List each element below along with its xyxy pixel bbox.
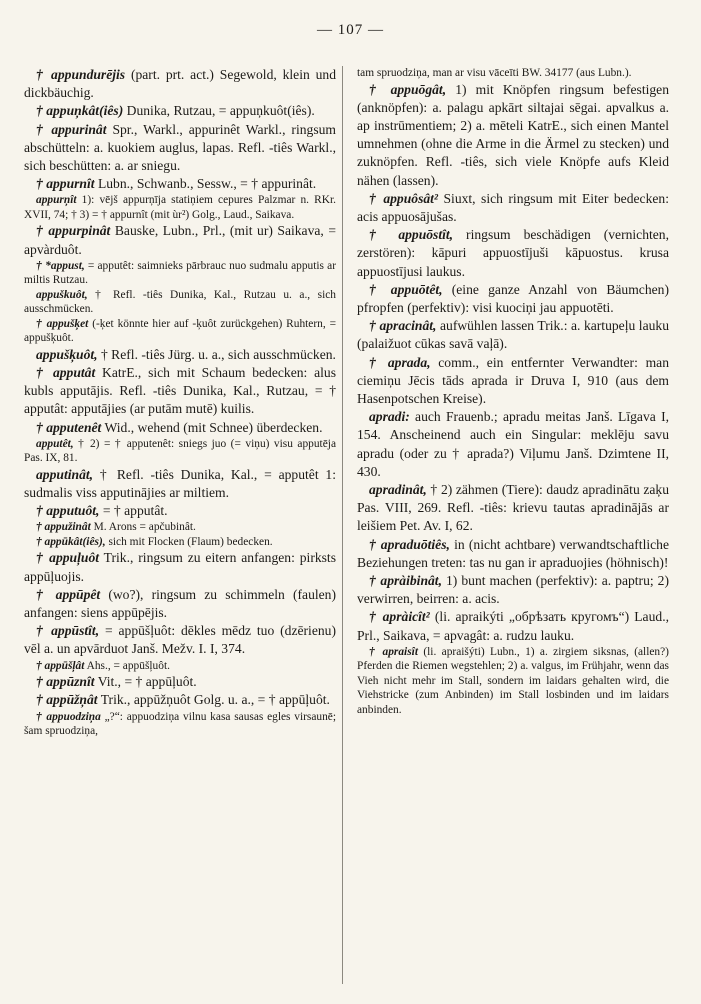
- entry-definition: = appūšļuôt: dēkles mēdz tuo (dzērienu) vēl a. un apvārduot Janš. Mežv. I. I, 374.: [24, 623, 336, 657]
- entry-headword: † appūznît: [36, 674, 95, 690]
- dictionary-entry: [24, 259, 336, 288]
- entry-definition: tam spruodziņa, man ar visu vāceīti BW. 34177 (aus Lubn.).: [357, 67, 632, 79]
- entry-definition: † Refl. -tiês Dunika, Kal., Rutzau u. a., sich ausschmücken.: [24, 288, 336, 316]
- dictionary-entry: [24, 193, 336, 222]
- entry-headword: † apracinât,: [369, 318, 437, 334]
- dictionary-entry: [357, 226, 669, 281]
- dictionary-entry: [24, 346, 336, 364]
- dictionary-entry: [24, 175, 336, 193]
- entry-definition: Wid., wehend (mit Schnee) überdecken.: [101, 419, 323, 435]
- dictionary-entry: [24, 288, 336, 317]
- entry-headword: † appūkât(iês),: [36, 535, 106, 548]
- entry-definition: Vit., = † appūļuôt.: [94, 674, 197, 690]
- dictionary-entry: [24, 466, 336, 502]
- column-divider: [342, 66, 343, 984]
- dictionary-entry: [24, 121, 336, 176]
- entry-headword: apputêt,: [36, 437, 74, 450]
- entry-headword: † appurnît: [36, 176, 95, 192]
- entry-definition: (li. apraikýti „обрѣзать кругомъ“) Laud., Prl., Saikava, = apvagât: a. rudzu lauku.: [357, 609, 669, 643]
- dictionary-entry: [357, 190, 669, 226]
- dictionary-entry: [24, 66, 336, 102]
- entry-headword: † apràibinât,: [369, 572, 442, 588]
- entry-definition: Dunika, Rutzau, = appuņkuôt(iês).: [123, 103, 315, 119]
- dictionary-entry: [24, 502, 336, 520]
- entry-headword: † appūšļât: [36, 659, 85, 672]
- entry-definition: „?“: appuodziņa vilnu kasa sausas egles virsaunē; šam spruodziņa,: [24, 710, 337, 738]
- entry-definition: KatrE., sich mit Schaum bedecken: alus kubls apputājis. Refl. -tiês Dunika, Kal., Rutzau, = † apputât: apputājies (ar putām mutē) kuilis.: [24, 365, 336, 417]
- entry-headword: † aprada,: [369, 354, 431, 370]
- dictionary-entry: [357, 408, 669, 481]
- entry-definition: † 2) = † apputenêt: sniegs juo (= viņu) visu apputēja Pas. IX, 81.: [24, 437, 336, 465]
- dictionary-entry: [357, 281, 669, 317]
- dictionary-entry: [357, 317, 669, 353]
- entry-definition: = apputêt: saimnieks pārbrauc nuo sudmalu apputis ar miltis Rutzau.: [24, 259, 337, 287]
- entry-definition: Lubn., Schwanb., Sessw., = † appurinât.: [94, 176, 317, 192]
- entry-definition: sich mit Flocken (Flaum) bedecken.: [105, 535, 273, 548]
- dictionary-entry: [24, 673, 336, 691]
- entry-headword: appušķuôt,: [36, 346, 98, 362]
- dictionary-entry: [24, 520, 336, 535]
- entry-headword: † appuņkât(iês): [36, 103, 124, 119]
- dictionary-entry: [24, 535, 336, 550]
- entry-definition: † 2) zähmen (Tiere): daudz apradinātu zaķu Pas. VIII, 269. Refl. -tiês: krievu tautas apradinājās ar leišiem Pet. Av. I, 62.: [357, 481, 669, 534]
- entry-definition: Ahs., = appūšļuôt.: [84, 659, 170, 672]
- dictionary-entry: [357, 608, 669, 644]
- entry-definition: Trik., ringsum zu eitern anfangen: pirksts appūļuojis.: [24, 550, 336, 584]
- entry-headword: apputinât,: [36, 466, 94, 482]
- entry-headword: apradi:: [369, 409, 410, 425]
- entry-definition: (li. apraišýti) Lubn., 1) a. zirgiem siksnas, (allen?) Pferden die Riemen wegstehlen; 2) a. valgus, im Frühjahr, wenn das Vieh nicht mehr im Stall, sondern im laidars gehalten wird, die Viehstricke (zum Anbinden) im Stall losbinden und im laidars anbinden.: [357, 645, 669, 716]
- entry-headword: † appušķet: [36, 317, 89, 330]
- entry-definition: (part. prt. act.) Segewold, klein und dickbäuchig.: [24, 67, 336, 101]
- entry-definition: 1) mit Knöpfen ringsum befestigen (anknöpfen): a. palagu apkārt siltajai sēgai. apvalkus a. ap instrūmentiem; 2) a. mēteli KatrE., sich einen Mantel umnehmen (ohne die Arme in die Ärmel zu stecken) und zuknöpfen. Refl. -tiês, sich viele Knöpfe aufs Kleid nähen (lassen).: [357, 81, 669, 188]
- entry-headword: † appuodziņa: [36, 710, 101, 723]
- entry-headword: † apràicît²: [369, 609, 430, 625]
- dictionary-entry: [24, 622, 336, 658]
- entry-definition: aufwühlen lassen Trik.: a. kartupeļu lauku (palaižuot cūkas savā vaļā).: [357, 318, 670, 352]
- entry-headword: † appundurējis: [36, 67, 126, 82]
- entry-headword: † *appust,: [36, 259, 85, 272]
- entry-headword: † appūžņât: [36, 692, 98, 708]
- dictionary-entry: [357, 81, 669, 190]
- left-column: [24, 66, 336, 739]
- dictionary-entry: [357, 481, 669, 536]
- entry-headword: † appurinât: [36, 121, 107, 137]
- dictionary-entry: [357, 354, 669, 409]
- entry-definition: (eine ganze Anzahl von Bäumchen) pfropfen (perfektiv): visi kuociņi jau appuotēti.: [357, 281, 669, 315]
- dictionary-entry: [24, 586, 336, 622]
- entry-headword: † appūpêt: [36, 586, 101, 602]
- entry-headword: † appuôsât²: [369, 190, 439, 206]
- entry-headword: † appūstît,: [36, 623, 100, 639]
- entry-definition: † Refl. -tiês Dunika, Kal., = apputêt 1: sudmalis viss apputinājies ar miltiem.: [24, 466, 336, 501]
- entry-headword: † appuōtêt,: [369, 281, 443, 297]
- page-number: — 107 —: [317, 22, 384, 38]
- entry-definition: † Refl. -tiês Jürg. u. a., sich ausschmücken.: [97, 346, 336, 362]
- entry-headword: † apputenêt: [36, 419, 102, 435]
- entry-definition: comm., ein entfernter Verwandter: man ciemiņu Jēcis tāds aprada ir Druva I, 910 (aus dem Hasenpotschen Kreise).: [357, 354, 669, 406]
- entry-definition: Spr., Warkl., appurinêt Warkl., ringsum abschütteln: a. kuokiem auglus, lapas. Refl. -tiês Warkl., sich beschütten: a. ar sniegu.: [24, 121, 336, 174]
- entry-headword: † appuļuôt: [36, 550, 100, 566]
- dictionary-entry: [24, 549, 336, 585]
- entry-definition: 1): vējš appurņīja statiņiem cepures Palzmar n. RKr. XVII, 74; † 3) = † appurnît (mit ùr²) Golg., Laud., Saikava.: [24, 194, 336, 221]
- entry-headword: † appuōgât,: [369, 81, 447, 97]
- right-column: [357, 66, 669, 717]
- dictionary-entry: [24, 222, 336, 258]
- entry-headword: apradinât,: [369, 481, 427, 497]
- entry-definition: = † apputât.: [99, 503, 168, 519]
- entry-definition: Trik., appūžņuôt Golg. u. a., = † appūļuôt.: [97, 692, 330, 708]
- entry-headword: † appužinât: [36, 521, 91, 534]
- dictionary-entry: [24, 710, 336, 739]
- dictionary-entry: [24, 317, 336, 346]
- entry-definition: 1) bunt machen (perfektiv): a. paptru; 2) verwirren, beirren: a. acis.: [357, 572, 669, 607]
- dictionary-entry: [357, 66, 669, 81]
- entry-definition: auch Frauenb.; apradu meitas Janš. Līgava I, 154. Anscheinend auch ein Singular: meklēju savu apradu (oder zu † aprada?) Viļumu Janš. Dzimtene II, 430.: [357, 409, 669, 479]
- entry-headword: † appuōstît,: [369, 227, 454, 243]
- entry-definition: (wo?), ringsum zu schimmeln (faulen) anfangen: siens appūpējis.: [24, 586, 336, 621]
- entry-headword: † apraisît: [369, 645, 418, 658]
- dictionary-entry: [357, 536, 669, 572]
- dictionary-entry: [357, 645, 669, 718]
- dictionary-entry: [24, 419, 336, 437]
- dictionary-entry: [357, 572, 669, 608]
- entry-definition: Siuxt, sich ringsum mit Eiter bedecken: acis appuosājušas.: [357, 190, 669, 224]
- entry-definition: (-ķet könnte hier auf -ķuôt zurückgehen) Ruhtern, = appušķuôt.: [24, 317, 336, 345]
- dictionary-entry: [24, 659, 336, 674]
- entry-definition: M. Arons = apčubinât.: [90, 521, 196, 534]
- entry-definition: in (nicht achtbare) verwandtschaftliche Beziehungen treten: tas nu gan ir apraduojies (höhnisch)!: [357, 536, 669, 570]
- entry-headword: † apputuôt,: [36, 503, 100, 519]
- entry-definition: ringsum beschädigen (vernichten, zerstören): kāpuri appuostījuši kāpuostus. krusa appuostījusi laukus.: [357, 227, 670, 279]
- dictionary-entry: [24, 364, 336, 419]
- entry-definition: Bauske, Lubn., Prl., (mit ur) Saikava, = apvàrduôt.: [24, 223, 336, 257]
- entry-headword: † appurpinât: [36, 223, 111, 239]
- entry-headword: † apputât: [36, 365, 96, 381]
- dictionary-entry: [24, 102, 336, 120]
- entry-headword: appurņît: [36, 194, 77, 207]
- entry-headword: † apraduōtiês,: [369, 536, 450, 552]
- dictionary-entry: [24, 691, 336, 709]
- dictionary-entry: [24, 437, 336, 466]
- entry-headword: appuškuôt,: [36, 288, 88, 301]
